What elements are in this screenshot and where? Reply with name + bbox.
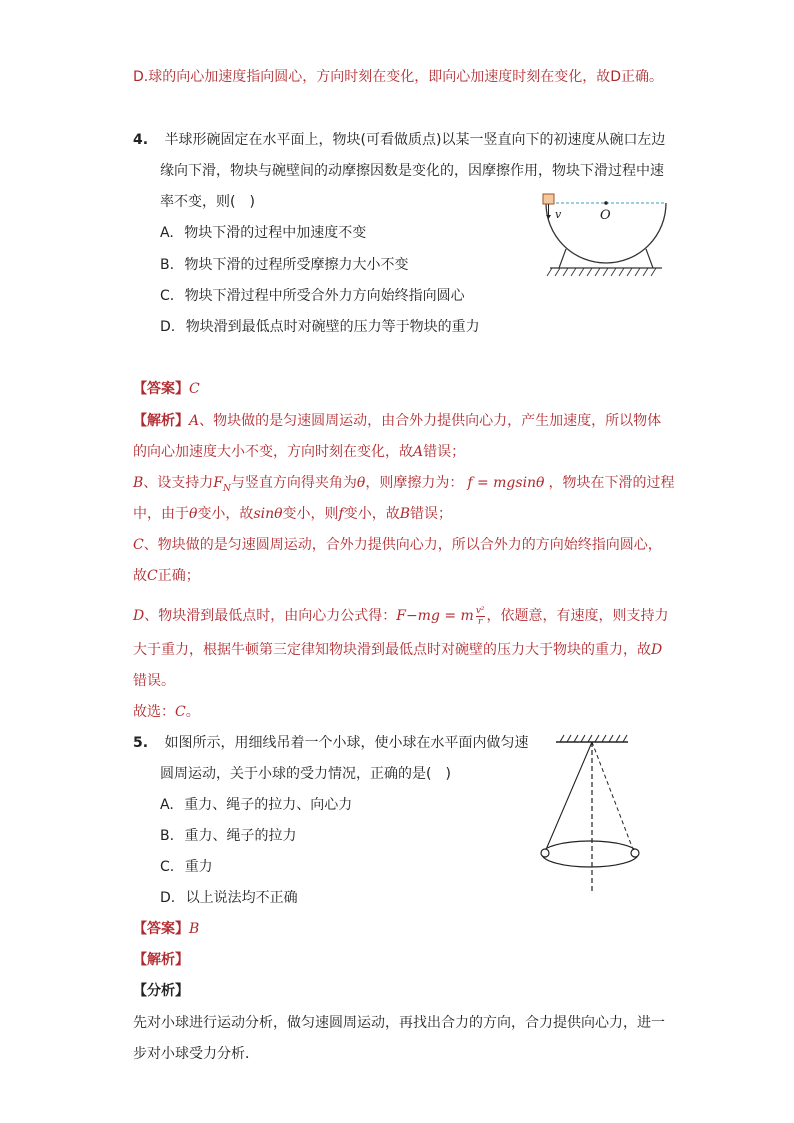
option-text: 物块下滑过程中所受合外力方向始终指向圆心 — [184, 288, 465, 304]
option-text: 重力 — [184, 859, 213, 875]
fn-symbol: F — [213, 475, 224, 491]
option-letter: C. — [160, 288, 175, 304]
q5-number: 5. — [133, 735, 149, 751]
option-text: 重力、绳子的拉力 — [184, 828, 297, 844]
q5-stem-line-2 — [160, 764, 451, 784]
q5-analysis-tag-line — [133, 950, 189, 970]
prev-answer-line — [133, 67, 663, 87]
q5-option-d[interactable] — [160, 888, 298, 908]
option-letter: A. — [160, 225, 174, 241]
bowl-figure — [536, 188, 676, 284]
q4-stem-line-1 — [133, 130, 665, 150]
string-dashed-line — [592, 742, 634, 852]
q5-stem-2: 圆周运动，关于小球的受力情况，正确的是( ) — [160, 766, 451, 782]
q4-stem-3: 率不变，则( ) — [160, 194, 255, 210]
friction-formula: f = mgsinθ — [467, 475, 545, 491]
answer-value: C — [189, 381, 200, 397]
velocity-arrowhead — [546, 215, 551, 219]
q5-stem-line-1 — [133, 733, 529, 753]
q4-option-c[interactable] — [160, 286, 465, 306]
q4-analysis-line-10: 故选：C。 — [133, 704, 200, 720]
q5-fenxi-line-1: 先对小球进行运动分析，做匀速圆周运动，再找出合力的方向，合力提供向心力，进一 — [133, 1015, 665, 1031]
q5-option-a[interactable] — [160, 795, 352, 815]
center-point — [604, 201, 608, 205]
prev-answer-text: D.球的向心加速度指向圆心，方向时刻在变化，即向心加速度时刻在变化，故D正确。 — [133, 69, 664, 85]
q4-analysis-line-8: 大于重力，根据牛顿第三定律知物块滑到最低点时对碗壁的压力大于物块的重力，故D — [133, 642, 663, 658]
option-text: 重力、绳子的拉力、向心力 — [184, 797, 353, 813]
ball-left — [541, 849, 549, 857]
q4-analysis-line-5: C、物块做的是匀速圆周运动，合外力提供向心力，所以合外力的方向始终指向圆心， — [133, 537, 662, 553]
q4-option-d[interactable] — [160, 317, 480, 337]
q4-analysis-line-7: D、物块滑到最低点时，由向心力公式得：F−mg = m $\frac{\text{v²}}{r}$ ，依题意，有速度，则支持力 — [133, 605, 669, 627]
circular-path — [542, 841, 638, 867]
option-text: 以上说法均不正确 — [185, 890, 298, 906]
conical-pendulum-figure — [532, 734, 652, 898]
option-letter: B. — [160, 828, 175, 844]
ground-hatch — [547, 268, 656, 276]
q4-analysis-line-3: B、设支持力$F_N$与竖直方向得夹角为θ，则摩擦力为： f = mgsinθ ，物块在下滑的过程 — [133, 475, 675, 494]
q4-stem-2: 缘向下滑，物块与碗壁间的动摩擦因数是变化的，因摩擦作用，物块下滑过程中速 — [160, 163, 664, 179]
q4-answer-line — [133, 379, 200, 399]
theta-symbol: θ — [356, 475, 366, 491]
option-letter: A. — [160, 797, 174, 813]
q4-analysis-line-6: 故C正确； — [133, 568, 200, 584]
option-text: 物块滑到最低点时对碗壁的压力等于物块的重力 — [185, 319, 480, 335]
q5-answer-line — [133, 919, 199, 939]
q5-stem-1: 如图所示，用细线吊着一个小球，使小球在水平面内做匀速 — [164, 735, 529, 751]
q5-fenxi-tag-line — [133, 981, 189, 1001]
option-text: 物块下滑的过程所受摩擦力大小不变 — [184, 257, 409, 273]
q5-fenxi-line-2: 步对小球受力分析． — [133, 1046, 259, 1062]
ceiling-hatch — [560, 735, 627, 742]
left-leg — [559, 249, 566, 268]
q5-option-c[interactable] — [160, 857, 213, 877]
string-line — [545, 742, 592, 852]
q4-analysis-line-9: 错误。 — [133, 673, 175, 689]
option-letter: C. — [160, 859, 175, 875]
q4-stem-1: 半球形碗固定在水平面上，物块(可看做质点)以某一竖直向下的初速度从碗口左边 — [164, 132, 666, 148]
q4-analysis-line-1: 【解析】A、物块做的是匀速圆周运动，由合外力提供向心力，产生加速度，所以物体 — [133, 413, 662, 429]
option-letter: B. — [160, 257, 175, 273]
answer-value: B — [189, 921, 200, 937]
q4-number: 4. — [133, 132, 149, 148]
q4-stem-line-2 — [160, 161, 664, 181]
fenxi-tag: 【分析】 — [133, 983, 189, 999]
q4-analysis-line-4: 中，由于θ变小，故sinθ变小，则f变小，故B错误； — [133, 506, 453, 522]
ball-right — [631, 849, 639, 857]
block-shape — [543, 194, 554, 204]
option-letter: D. — [160, 890, 176, 906]
q4-stem-line-3 — [160, 192, 255, 212]
right-leg — [646, 249, 653, 268]
label-v: v — [555, 208, 562, 221]
label-o: O — [600, 208, 611, 223]
option-letter: D. — [160, 319, 176, 335]
answer-tag: 【答案】 — [133, 921, 189, 937]
centripetal-formula: F−mg = m — [396, 608, 474, 624]
answer-tag: 【答案】 — [133, 381, 189, 397]
analysis-tag: 【解析】 — [133, 952, 189, 968]
option-text: 物块下滑的过程中加速度不变 — [184, 225, 367, 241]
q4-option-a[interactable] — [160, 223, 366, 243]
q4-analysis-line-2: 的向心加速度大小不变，方向时刻在变化，故A错误； — [133, 444, 466, 460]
q5-option-b[interactable] — [160, 826, 297, 846]
fraction: $\frac{\text{v²}}{r}$ — [475, 605, 485, 627]
analysis-tag: 【解析】 — [133, 413, 189, 429]
q4-option-b[interactable] — [160, 255, 409, 275]
